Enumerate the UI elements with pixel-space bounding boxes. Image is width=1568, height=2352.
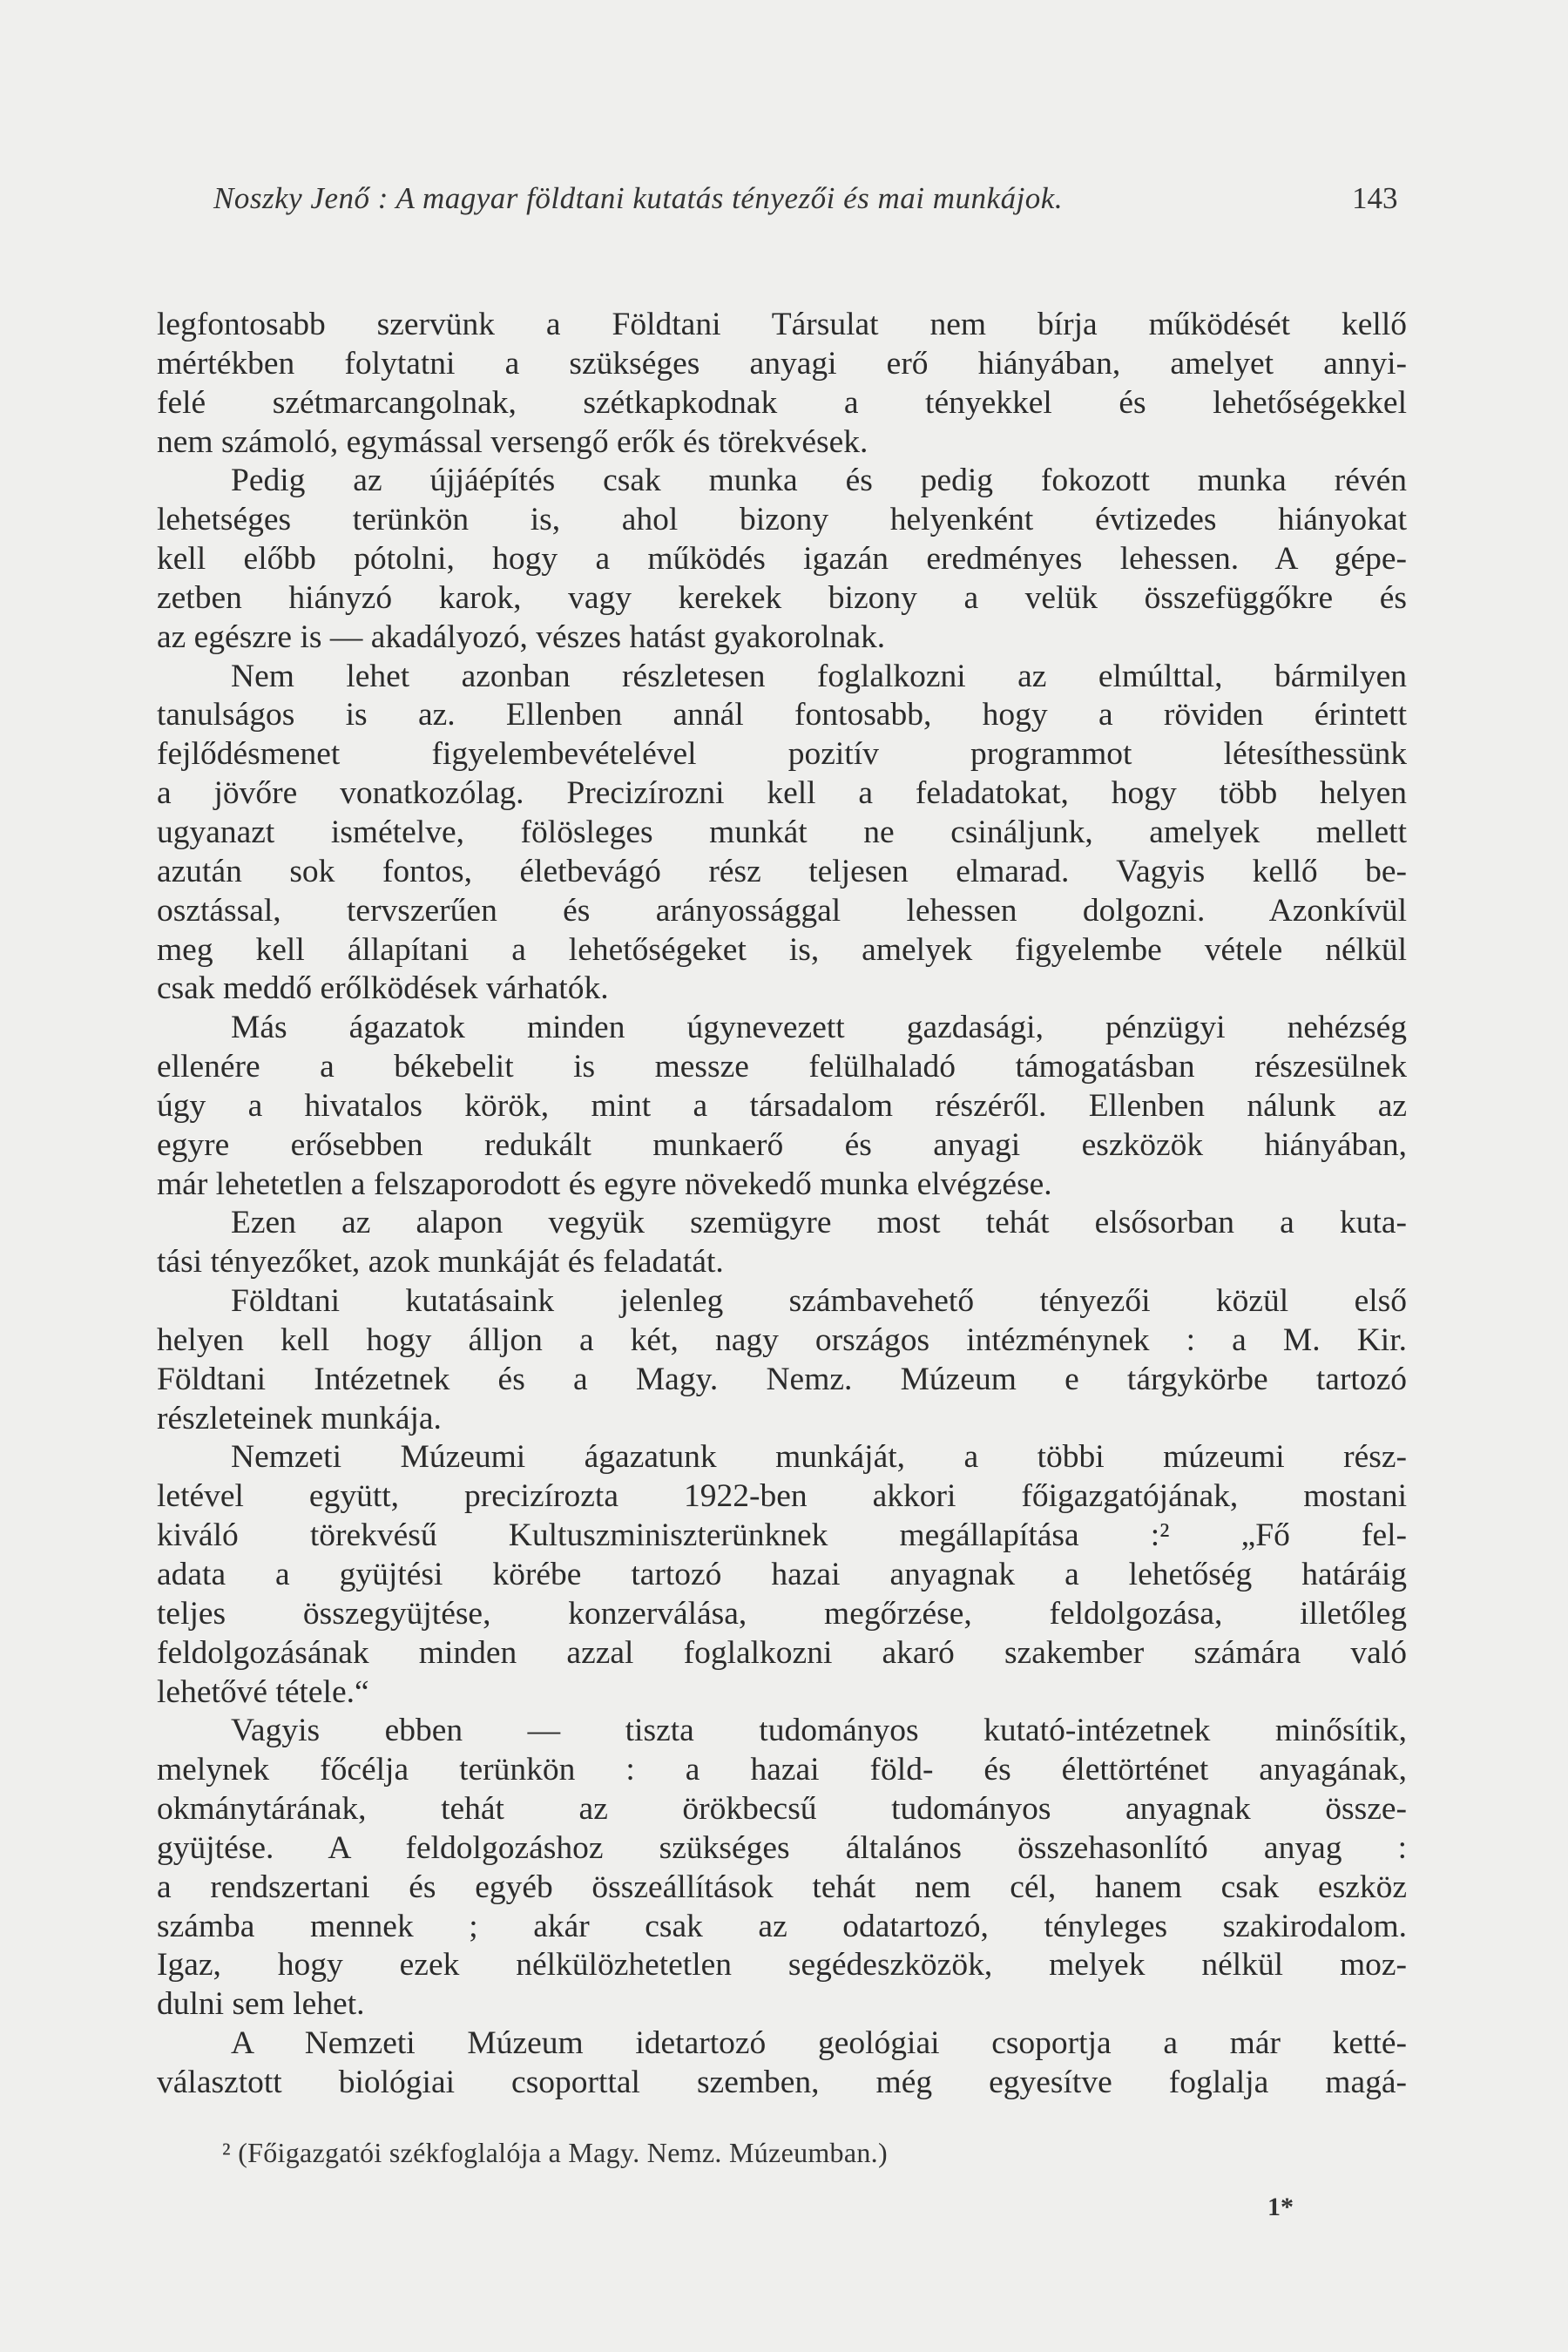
text-line: a jövőre vonatkozólag. Precizírozni kell a feladatokat, hogy több helyen — [157, 775, 1407, 812]
body-text — [157, 306, 1407, 2103]
text-line: dulni sem lehet. — [157, 1986, 365, 2023]
text-line: A Nemzeti Múzeum idetartozó geológiai csoportja a már ketté- — [231, 2025, 1407, 2062]
text-line: úgy a hivatalos körök, mint a társadalom részéről. Ellenben nálunk az — [157, 1087, 1407, 1124]
text-line: Földtani Intézetnek és a Magy. Nemz. Múzeum e tárgykörbe tartozó — [157, 1361, 1407, 1397]
text-line: a rendszertani és egyéb összeállítások tehát nem cél, hanem csak eszköz — [157, 1869, 1407, 1905]
text-line: Más ágazatok minden úgynevezett gazdasági, pénzügyi nehézség — [231, 1010, 1407, 1046]
text-line: kiváló törekvésű Kultuszminiszterünknek megállapítása :² „Fő fel- — [157, 1517, 1407, 1554]
text-line: legfontosabb szervünk a Földtani Társulat nem bírja működését kellő — [157, 307, 1407, 342]
text-line: az egészre is — akadályozó, vészes hatást gyakorolnak. — [157, 618, 886, 655]
running-header — [0, 181, 1568, 225]
text-line: már lehetetlen a felszaporodott és egyre növekedő munka elvégzése. — [157, 1166, 1052, 1202]
text-line: helyen kell hogy álljon a két, nagy országos intézménynek : a M. Kir. — [157, 1321, 1407, 1358]
text-line: azután sok fontos, életbevágó rész teljesen elmarad. Vagyis kellő be- — [157, 853, 1407, 889]
text-line: teljes összegyüjtése, konzerválása, megőrzése, feldolgozása, illetőleg — [157, 1595, 1407, 1632]
text-line: Pedig az újjáépítés csak munka és pedig fokozott munka révén — [231, 463, 1407, 499]
footnote: ² (Főigazgatói székfoglalója a Magy. Nemz. Múzeumban.) — [222, 2137, 888, 2168]
text-line: felé szétmarcangolnak, szétkapkodnak a tényekkel és lehetőségekkel — [157, 384, 1407, 421]
text-line: részleteinek munkája. — [157, 1400, 442, 1436]
text-line: Nem lehet azonban részletesen foglalkozni az elmúlttal, bármilyen — [231, 658, 1407, 694]
text-line: melynek főcélja terünkön : a hazai föld- és élettörténet anyagának, — [157, 1752, 1407, 1788]
text-line: meg kell állapítani a lehetőségeket is, amelyek figyelembe vétele nélkül — [157, 931, 1407, 968]
text-line: Földtani kutatásaink jelenleg számbavehető tényezői közül első — [231, 1283, 1407, 1320]
text-line: ugyanazt ismételve, fölösleges munkát ne csináljunk, amelyek mellett — [157, 814, 1407, 850]
text-line: gyüjtése. A feldolgozáshoz szükséges általános összehasonlító anyag : — [157, 1829, 1407, 1866]
text-line: letével együtt, precizírozta 1922-ben akkori főigazgatójának, mostani — [157, 1478, 1407, 1515]
text-line: egyre erősebben redukált munkaerő és anyagi eszközök hiányában, — [157, 1126, 1407, 1163]
text-line: lehetővé tétele.“ — [157, 1673, 369, 1710]
text-line: mértékben folytatni a szükséges anyagi erő hiányában, amelyet annyi- — [157, 345, 1407, 382]
signature-mark: 1* — [1267, 2193, 1294, 2221]
text-line: Vagyis ebben — tiszta tudományos kutató-intézetnek minősítik, — [231, 1713, 1407, 1749]
text-line: lehetséges terünkön is, ahol bizony helyenként évtizedes hiányokat — [157, 502, 1407, 538]
running-title: Noszky Jenő : A magyar földtani kutatás tényezői és mai munkájok. — [213, 181, 1064, 215]
text-line: tanulságos is az. Ellenben annál fontosabb, hogy a röviden érintett — [157, 697, 1407, 733]
text-line: feldolgozásának minden azzal foglalkozni akaró szakember számára való — [157, 1634, 1407, 1671]
text-line: osztással, tervszerűen és arányossággal lehessen dolgozni. Azonkívül — [157, 892, 1407, 929]
text-line: adata a gyüjtési körébe tartozó hazai anyagnak a lehetőség határáig — [157, 1557, 1407, 1592]
page-number: 143 — [1352, 181, 1398, 215]
text-line: csak meddő erőlködések várhatók. — [157, 970, 609, 1007]
text-line: fejlődésmenet figyelembevételével pozitív programmot létesíthessünk — [157, 736, 1407, 773]
text-line: nem számoló, egymással versengő erők és törekvések. — [157, 423, 868, 460]
text-line: ellenére a békebelit is messze felülhaladó támogatásban részesülnek — [157, 1049, 1407, 1085]
text-line: zetben hiányzó karok, vagy kerekek bizony a velük összefüggőkre és — [157, 579, 1407, 616]
text-line: okmánytárának, tehát az örökbecsű tudományos anyagnak össze- — [157, 1791, 1407, 1828]
text-line: tási tényezőket, azok munkáját és feladatát. — [157, 1244, 724, 1281]
text-line: számba mennek ; akár csak az odatartozó, tényleges szakirodalom. — [157, 1908, 1407, 1944]
text-line: választott biológiai csoporttal szemben, még egyesítve foglalja magá- — [157, 2064, 1407, 2100]
text-line: Igaz, hogy ezek nélkülözhetetlen segédeszközök, melyek nélkül moz- — [157, 1947, 1407, 1984]
text-line: kell előbb pótolni, hogy a működés igazán eredményes lehessen. A gépe- — [157, 541, 1407, 578]
text-line: Nemzeti Múzeumi ágazatunk munkáját, a többi múzeumi rész- — [231, 1439, 1407, 1476]
text-line: Ezen az alapon vegyük szemügyre most tehát elsősorban a kuta- — [231, 1205, 1407, 1241]
